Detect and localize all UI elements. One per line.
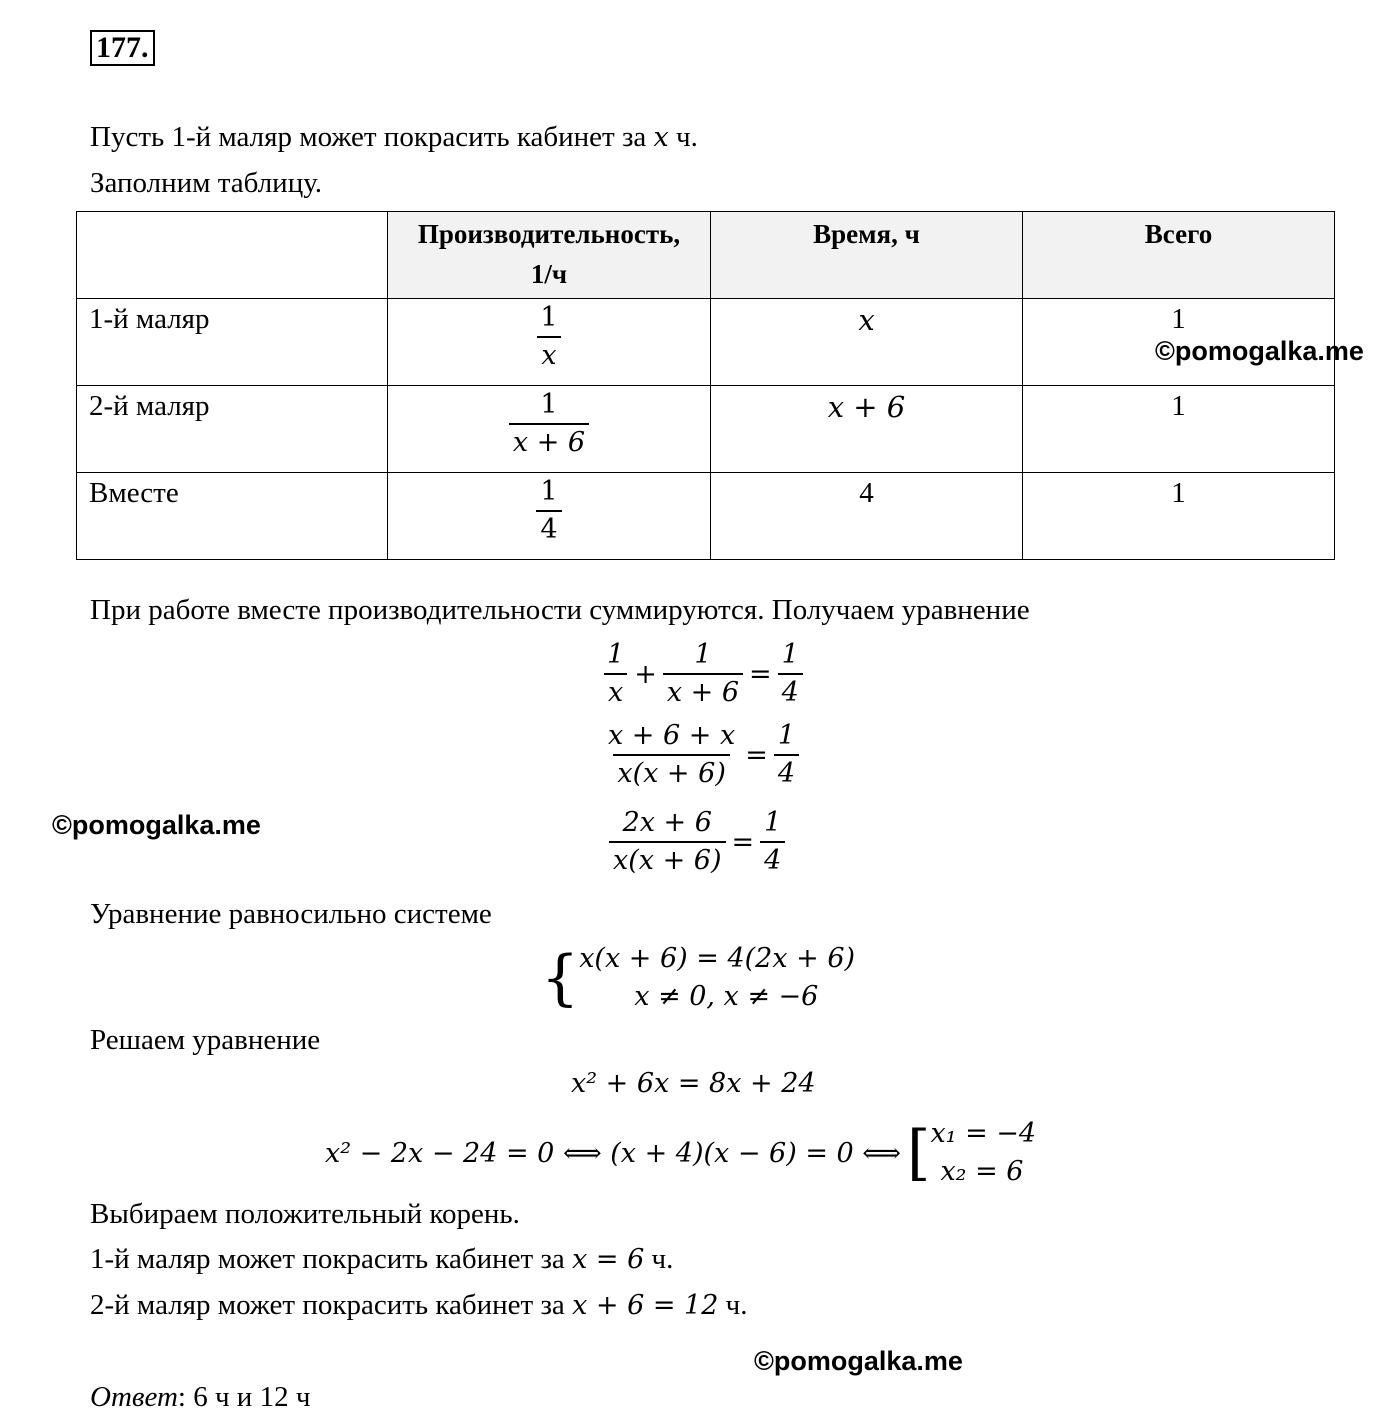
result-1-expr: x = 6 [572,1244,645,1275]
intro-unit: ч. [676,121,698,153]
equation-1 [603,640,803,708]
equals-sign: = [745,739,768,771]
plus-sign: + [634,658,657,690]
watermark: ©pomogalka.me [754,1346,963,1376]
fraction: $\frac{1}{x}$ [603,640,628,708]
row-time: x + 6 [711,386,1023,473]
row-productivity [388,386,711,473]
left-bracket: [ [907,1118,931,1188]
row-productivity [388,473,711,560]
row-total: 1 [1023,473,1335,560]
text-solve: Решаем уравнение [90,1024,321,1056]
row-time: 4 [711,473,1023,560]
left-brace: { [541,943,580,1013]
fraction: $\frac{1}{4}$ [774,721,799,789]
text-sum: При работе вместе производительности суммируются. Получаем уравнение [90,594,1030,626]
fraction: $\frac{1}{4}$ [760,808,785,876]
fraction: $\frac{1}{4}$ [778,640,803,708]
intro-var: x [653,122,669,153]
equation-5 [325,1115,1036,1191]
roots [930,1115,1036,1191]
header-time: Время, ч [711,212,1023,299]
row-label: 2-й маляр [77,386,388,473]
fraction: $\frac{x + 6 + x}{x(x + 6)}$ [608,720,736,789]
answer [90,1381,310,1414]
result-2: 2-й маляр может покрасить кабинет за x + 6 = 12 ч. [90,1289,748,1321]
fraction: $\frac{1}{4}$ [536,477,561,545]
text-system: Уравнение равносильно системе [90,898,492,930]
header-total: Всего [1023,212,1335,299]
equals-sign: = [749,658,772,690]
result-2-expr: x + 6 = 12 [572,1290,719,1321]
row-label: 1-й маляр [77,299,388,386]
system-line-1: x(x + 6) = 4(2x + 6) [579,943,856,974]
watermark: ©pomogalka.me [52,810,261,840]
intro-line-1 [90,121,698,154]
system-lines [579,940,855,1016]
intro-line-2: Заполним таблицу. [90,167,323,199]
equals-sign: = [731,826,755,858]
equation-2 [604,721,799,789]
row-time: x [711,299,1023,386]
header-empty [77,212,388,299]
table-row [77,386,1335,473]
fraction: $\frac{1}{x}$ [536,303,561,371]
answer-text: : 6 ч и 12 ч [177,1381,311,1413]
result-1: 1-й маляр может покрасить кабинет за x = 6 ч. [90,1243,674,1275]
root-1: x₁ = −4 [930,1118,1037,1149]
answer-label: Ответ [90,1381,178,1413]
problem-number: 177. [90,30,155,66]
table-header-row [77,212,1335,299]
fraction: $\frac{1}{x + 6}$ [509,390,589,458]
text-choose: Выбираем положительный корень. [90,1198,520,1230]
table-row [77,473,1335,560]
fraction: $\frac{1}{x + 6}$ [663,640,743,708]
watermark: ©pomogalka.me [1155,336,1364,366]
work-table [76,211,1335,560]
equation-5-main: x² − 2x − 24 = 0 ⟺ (x + 4)(x − 6) = 0 ⟺ [325,1137,902,1169]
root-2: x₂ = 6 [940,1156,1024,1187]
equation-system [541,940,855,1016]
row-label: Вместе [77,473,388,560]
equation-3 [609,808,785,876]
row-total: 1 [1023,299,1335,386]
fraction: $\frac{2x + 6}{x(x + 6)}$ [609,808,726,876]
equation-4: x² + 6x = 8x + 24 [571,1068,816,1099]
row-total: 1 [1023,386,1335,473]
table-row [77,299,1335,386]
row-productivity [388,299,711,386]
intro-text: Пусть 1-й маляр может покрасить кабинет за [90,121,647,153]
header-productivity: Производительность, 1/ч [388,212,711,299]
system-line-2: x ≠ 0, x ≠ −6 [634,981,819,1012]
